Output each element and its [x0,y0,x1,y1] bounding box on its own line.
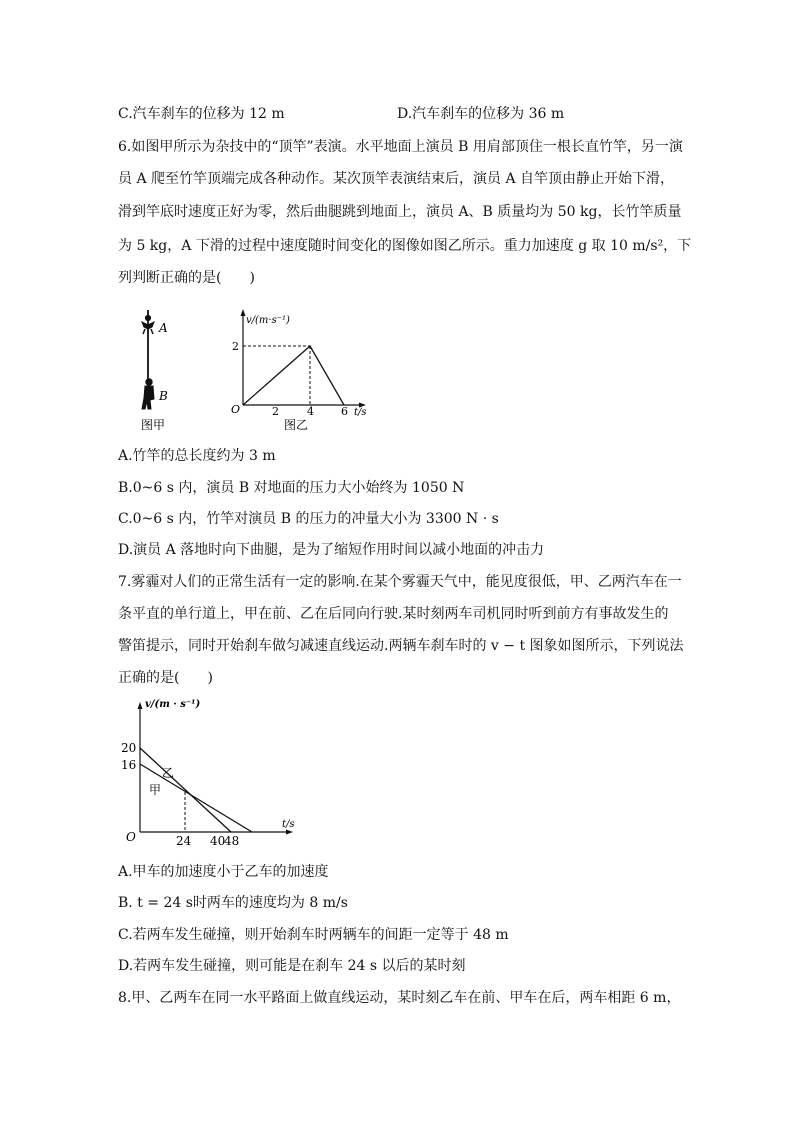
q6-option-b: B.0~6 s 内，演员 B 对地面的压力大小始终为 1050 N [118,480,465,496]
performer-b-icon [142,379,154,409]
y-axis-label: v/(m · s⁻¹) [145,699,201,710]
x-tick-48: 48 [224,834,240,848]
caption-yi: 图乙 [284,418,309,432]
q6-stem-line-4: 为 5 kg，A 下滑的过程中速度随时间变化的图像如图乙所示。重力加速度 g 取 10 m/s²，下 [118,238,692,254]
x-tick-40: 40 [210,834,226,848]
y-axis-arrow-icon [241,309,246,316]
q7-option-c: C.若两车发生碰撞，则开始刹车时两辆车的间距一定等于 48 m [118,927,509,943]
figure-jia [128,305,188,435]
origin-label: O [126,830,136,844]
q6-stem-line-2: 员 A 爬至竹竿顶端完成各种动作。某次顶竿表演结束后，演员 A 自竿顶由静止开始下滑， [118,171,675,187]
q7-stem-line-3: 警笛提示，同时开始刹车做匀减速直线运动.两辆车刹车时的 v − t 图象如图所示，下列说法 [118,638,684,654]
q6-option-a: A.竹竿的总长度约为 3 m [118,448,276,464]
x-axis-label: t/s [282,819,295,830]
origin-label: O [231,403,241,416]
label-b: B [159,389,168,403]
line-jia [140,764,252,832]
q7-stem-line-1: 7.雾霾对人们的正常生活有一定的影响.在某个雾霾天气中，能见度很低，甲、乙两汽车在一 [118,574,682,590]
x-axis-label: t/s [354,407,367,418]
q7-option-a: A.甲车的加速度小于乙车的加速度 [118,864,329,880]
q6-stem-line-1: 6.如图甲所示为杂技中的“顶竿”表演。水平地面上演员 B 用肩部顶住一根长直竹竿，另一演 [118,139,683,155]
q6-stem-line-5: 列判断正确的是( ) [118,270,255,286]
q7-vt-figure [118,695,308,850]
label-a: A [159,321,168,335]
q7-stem-line-2: 条平直的单行道上，甲在前、乙在后同向行驶.某时刻两车司机同时听到前方有事故发生的 [118,606,669,622]
q6-option-c: C.0~6 s 内，竹竿对演员 B 的压力的冲量大小为 3300 N · s [118,511,499,527]
q5-option-d: D.汽车刹车的位移为 36 m [397,106,565,122]
q5-option-c: C.汽车刹车的位移为 12 m [118,106,285,122]
velocity-curve [243,346,344,405]
caption-jia: 图甲 [141,418,166,432]
x-axis-arrow-icon [286,830,293,835]
q7-option-b: B. t = 24 s时两车的速度均为 8 m/s [118,895,348,911]
y-tick-20: 20 [121,741,137,755]
x-tick-24: 24 [176,834,192,848]
q6-stem-line-3: 滑到竿底时速度正好为零，然后曲腿跳到地面上，演员 A、B 质量均为 50 kg，长竹竿质量 [118,204,682,220]
label-yi: 乙 [162,766,175,780]
y-axis-arrow-icon [138,702,143,709]
x-tick-6: 6 [341,405,348,418]
q7-stem-line-4: 正确的是( ) [118,670,213,686]
q6-option-d: D.演员 A 落地时向下曲腿，是为了缩短作用时间以减小地面的冲击力 [118,542,545,558]
q7-option-d: D.若两车发生碰撞，则可能是在刹车 24 s 以后的某时刻 [118,958,466,974]
y-axis-label: v/(m·s⁻¹) [246,315,290,326]
q8-stem-line-1: 8.甲、乙两车在同一水平路面上做直线运动，某时刻乙车在前、甲车在后，两车相距 6 m， [118,990,681,1006]
y-tick-16: 16 [121,758,137,772]
y-tick-2: 2 [232,340,239,353]
x-tick-4: 4 [307,405,314,418]
label-jia: 甲 [149,783,162,797]
figure-yi [228,305,378,435]
x-tick-2: 2 [272,405,279,418]
